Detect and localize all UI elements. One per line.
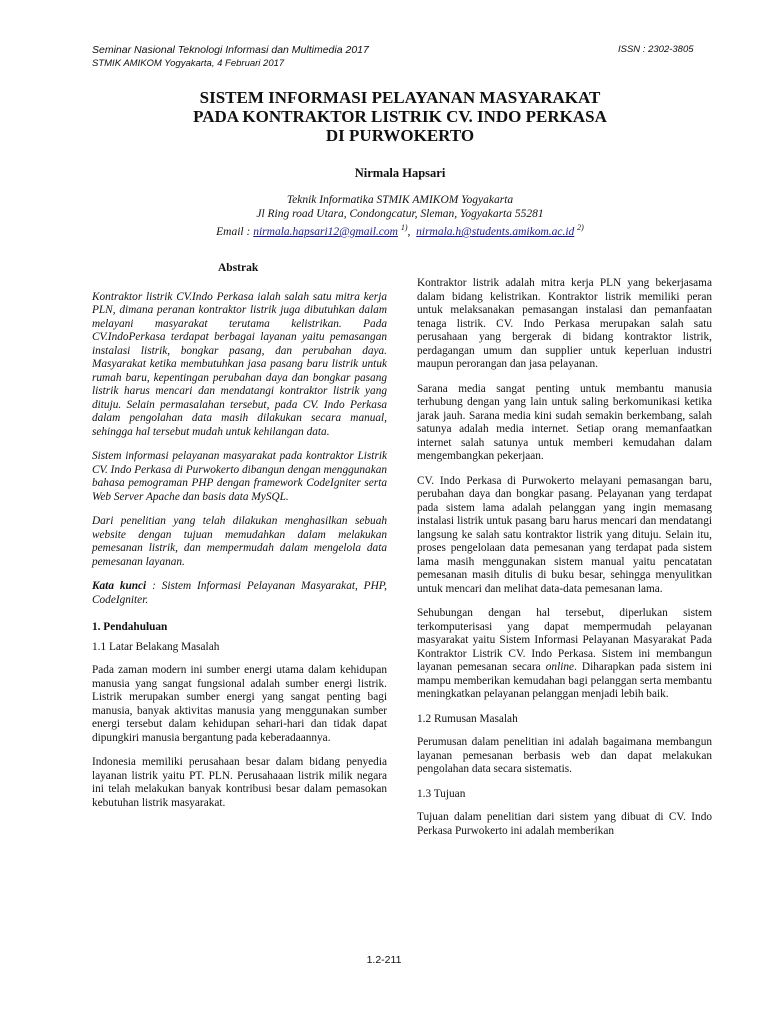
conference-name: Seminar Nasional Teknologi Informasi dan Multimedia 2017: [92, 44, 369, 56]
keywords: [92, 580, 387, 607]
body-paragraph: Tujuan dalam penelitian dari sistem yang dibuat di CV. Indo Perkasa Purwokerto ini adalah memberikan: [417, 811, 712, 837]
email-link-1[interactable]: nirmala.hapsari12@gmail.com: [253, 225, 398, 238]
email-label: Email :: [216, 225, 251, 238]
body-text: Sehubungan dengan hal tersebut, diperlukan sistem terkomputerisasi yang dapat mempermudah pelayanan masyarakat yaitu Sistem Informasi Pelayanan Masyarakat Pada Kontraktor Listrik CV. Indo Perkasa. Sistem ini membangun layanan pemesanan secara: [417, 607, 712, 673]
keywords-label: Kata kunci: [92, 580, 147, 592]
email-line: [90, 221, 710, 239]
email-footnote-2: 2): [577, 223, 584, 232]
body-paragraph: Sarana media sangat penting untuk membantu manusia terhubung dengan yang lain untuk saling berkomunikasi ketika jarak jauh. Sarana media kini sudah semakin berkembang, salah satunya adalah media internet. Setiap orang memanfaatkan internet salah satunya untuk memberi kemudahan dalam mengembangkan pekerjaan.: [417, 382, 712, 462]
section-heading: 1. Pendahuluan: [92, 621, 168, 633]
title-line: DI PURWOKERTO: [325, 126, 475, 145]
body-text: . Diharapkan pada sistem ini mampu memberikan kemudahan bagi pelanggan serta membantu meningkatkan pelayanan pelanggan menjadi lebih baik.: [417, 661, 712, 700]
left-column: [92, 262, 387, 821]
conference-venue: STMIK AMIKOM Yogyakarta, 4 Februari 2017: [92, 58, 285, 69]
affiliation-institution: Teknik Informatika STMIK AMIKOM Yogyakarta: [286, 194, 514, 206]
affiliation-address: Jl Ring road Utara, Condongcatur, Sleman, Yogyakarta 55281: [256, 208, 544, 220]
affiliation-block: [90, 193, 710, 239]
abstract-paragraph: Kontraktor listrik CV.Indo Perkasa ialah salah satu mitra kerja PLN, dimana peranan kontraktor listrik juga dibutuhkan dalam melayani masyarakat terutama kelistrikan. Pada CV.IndoPerkasa terdapat berbagai layanan yaitu pemasangan instalasi listrik, bongkar pasang, dan perubahan daya. Masyarakat ketika membutuhkan jasa pasang baru listrik untuk rumah baru, kepentingan perubahan daya dan bongkar pasang listrik harus mencari dan mendatangi kontraktor listrik yang dituju. Selain permasalahan tersebut, pada CV. Indo Perkasa dalam pengolahan data masih dilakukan secara manual, sehingga hal tersebut mudah untuk kehilangan data.: [92, 290, 387, 438]
body-paragraph: Perumusan dalam penelitian ini adalah bagaimana membangun layanan pemesanan berbasis web dan dapat melakukan pengolahan data secara sistematis.: [417, 736, 712, 775]
right-column: [417, 277, 712, 849]
subsection-heading: 1.2 Rumusan Masalah: [417, 712, 518, 725]
keywords-text: : Sistem Informasi Pelayanan Masyarakat, PHP, CodeIgniter.: [92, 580, 387, 606]
email-link-2[interactable]: nirmala.h@students.amikom.ac.id: [416, 225, 575, 238]
author-name: Nirmala Hapsari: [354, 166, 446, 180]
email-footnote-1: 1): [400, 223, 408, 232]
paper-title: [90, 88, 710, 145]
body-paragraph: [417, 607, 712, 702]
abstract-heading: Abstrak: [218, 262, 259, 274]
email-separator: ,: [407, 225, 411, 238]
issn-number: ISSN : 2302-3805: [618, 44, 694, 55]
running-header: [92, 44, 369, 70]
body-paragraph: CV. Indo Perkasa di Purwokerto melayani pemasangan baru, perubahan daya dan bongkar pasang. Pelayanan yang terdapat pada sistem lama adalah pelanggan yang ingin memasang instalasi listrik untuk pasang baru harus mencari dan mendatangi langsung ke salah satu kontraktor listrik yang dituju. Selain itu, proses pengelolaan data pemesanan yang terdapat pada sistem lama masih menggunakan sistem manual yaitu pencatatan pemesanan masih ditulis di buku besar, sehingga menyulitkan untuk mencari dan melihat data-data pemesanan lama.: [417, 474, 712, 595]
body-paragraph: Indonesia memiliki perusahaan besar dalam bidang penyedia layanan listrik yaitu PT. PLN. Perusahaaan listrik milik negara ini telah melakukan banyak kontribusi besar dalam pemasokan kebutuhan listrik masyarakat.: [92, 756, 387, 809]
body-paragraph: Kontraktor listrik adalah mitra kerja PLN yang bekerjasama dalam bidang kelistrikan. Kontraktor listrik memiliki peran untuk melaksanakan pemasangan instalasi dan pemanfaatan tenaga listrik. CV. Indo Perkasa merupakan salah satu perusahaan yang bergerak di bidang kontraktor listrik, perdagangan umum dan supplier untuk keperluan industri maupun perorangan dan jasa pelayanan.: [417, 277, 712, 370]
subsection-heading: 1.3 Tujuan: [417, 787, 466, 800]
body-text-italic: online: [545, 661, 575, 673]
page-number: 1.2-211: [366, 954, 402, 966]
body-paragraph: Pada zaman modern ini sumber energi utama dalam kehidupan manusia yang sangat fungsional adalah sumber energi listrik. Listrik merupakan sumber energi yang sangat penting bagi manusia, banyak aktivitas manusia yang menggunakan sumber energi tersebut dalam kehidupan sehari-hari dan tidak dapat dipungkiri manusia bergantung pada keberadaannya.: [92, 664, 387, 744]
title-line: SISTEM INFORMASI PELAYANAN MASYARAKAT: [199, 88, 601, 107]
title-line: PADA KONTRAKTOR LISTRIK CV. INDO PERKASA: [193, 107, 607, 126]
subsection-heading: 1.1 Latar Belakang Masalah: [92, 640, 220, 653]
abstract-paragraph: Sistem informasi pelayanan masyarakat pada kontraktor Listrik CV. Indo Perkasa di Purwokerto dibangun dengan menggunakan bahasa pemograman PHP dengan framework CodeIgniter serta Web Server Apache dan basis data MySQL.: [92, 450, 387, 503]
abstract-paragraph: Dari penelitian yang telah dilakukan menghasilkan sebuah website dengan tujuan memudahkan dalam melakukan pemesanan listrik, dan mempermudah dalam mengelola data pemesanan layanan.: [92, 515, 387, 568]
